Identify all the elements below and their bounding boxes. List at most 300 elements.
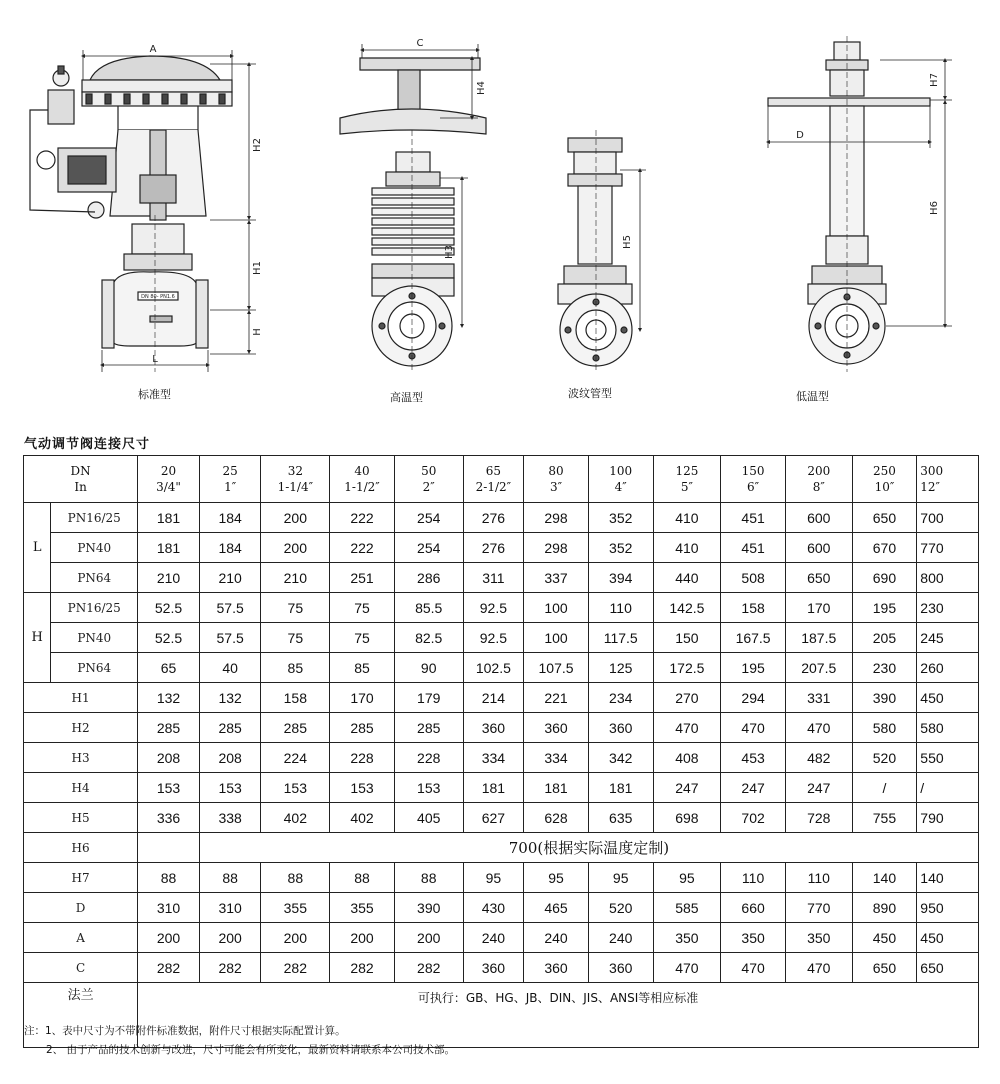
header-in: 8″ bbox=[812, 480, 825, 494]
value-cell: 222 bbox=[330, 533, 395, 563]
value-cell: 800 bbox=[917, 563, 979, 593]
value-cell: 286 bbox=[394, 563, 463, 593]
value-cell: 470 bbox=[721, 713, 786, 743]
value-cell: 132 bbox=[199, 683, 261, 713]
value-cell: 153 bbox=[330, 773, 395, 803]
value-cell: 600 bbox=[785, 503, 852, 533]
value-cell: 285 bbox=[394, 713, 463, 743]
row-label: C bbox=[24, 953, 138, 983]
value-cell: 440 bbox=[653, 563, 721, 593]
value-cell: 184 bbox=[199, 533, 261, 563]
value-cell: 470 bbox=[785, 713, 852, 743]
header-in: 2″ bbox=[422, 480, 435, 494]
value-cell: 228 bbox=[394, 743, 463, 773]
value-cell: 181 bbox=[138, 533, 200, 563]
header-col-0 bbox=[138, 456, 200, 503]
header-in: 6″ bbox=[747, 480, 760, 494]
value-cell: 88 bbox=[330, 863, 395, 893]
value-cell: 282 bbox=[199, 953, 261, 983]
value-cell: 207.5 bbox=[785, 653, 852, 683]
value-cell: 92.5 bbox=[463, 623, 524, 653]
value-cell: 508 bbox=[721, 563, 786, 593]
value-cell: 251 bbox=[330, 563, 395, 593]
value-cell: 360 bbox=[588, 953, 653, 983]
value-cell: 470 bbox=[653, 953, 721, 983]
header-dn: 32 bbox=[287, 464, 303, 478]
header-dn: 20 bbox=[160, 464, 177, 478]
dim-h4: H4 bbox=[476, 81, 487, 95]
row-label: H7 bbox=[24, 863, 138, 893]
note-1: 注：1、表中尺寸为不带附件标准数据，附件尺寸根据实际配置计算。 bbox=[24, 1025, 346, 1037]
value-cell: 254 bbox=[394, 533, 463, 563]
value-cell: 102.5 bbox=[463, 653, 524, 683]
value-cell: 85 bbox=[330, 653, 395, 683]
value-cell: 702 bbox=[721, 803, 786, 833]
value-cell: 75 bbox=[261, 593, 330, 623]
value-cell: 350 bbox=[721, 923, 786, 953]
value-cell: 172.5 bbox=[653, 653, 721, 683]
value-cell: 285 bbox=[199, 713, 261, 743]
value-cell: 450 bbox=[852, 923, 917, 953]
value-cell: 57.5 bbox=[199, 623, 261, 653]
value-cell: 394 bbox=[588, 563, 653, 593]
value-cell: 195 bbox=[721, 653, 786, 683]
value-cell: 228 bbox=[330, 743, 395, 773]
value-cell: 85 bbox=[261, 653, 330, 683]
value-cell: 360 bbox=[463, 953, 524, 983]
value-cell: 247 bbox=[785, 773, 852, 803]
value-cell: 360 bbox=[463, 713, 524, 743]
table-row bbox=[24, 653, 979, 683]
value-cell: 334 bbox=[524, 743, 589, 773]
caption-low-temp: 低温型 bbox=[796, 390, 829, 403]
header-col-10 bbox=[785, 456, 852, 503]
value-cell: 520 bbox=[588, 893, 653, 923]
group-label: L bbox=[24, 503, 51, 593]
value-cell: 580 bbox=[852, 713, 917, 743]
value-cell: 240 bbox=[588, 923, 653, 953]
value-cell: 282 bbox=[261, 953, 330, 983]
value-cell: 311 bbox=[463, 563, 524, 593]
value-cell: 650 bbox=[852, 953, 917, 983]
value-cell: 140 bbox=[852, 863, 917, 893]
high-temp-valve-drawing bbox=[340, 58, 486, 366]
dim-a: A bbox=[149, 44, 157, 55]
value-cell: 200 bbox=[261, 923, 330, 953]
table-row bbox=[24, 773, 979, 803]
value-cell: 100 bbox=[524, 623, 589, 653]
header-col-12 bbox=[917, 456, 979, 503]
value-cell: 700 bbox=[917, 503, 979, 533]
value-cell: 470 bbox=[721, 953, 786, 983]
value-cell: 95 bbox=[463, 863, 524, 893]
value-cell: 331 bbox=[785, 683, 852, 713]
value-cell: 728 bbox=[785, 803, 852, 833]
value-cell: 107.5 bbox=[524, 653, 589, 683]
header-dn: 125 bbox=[675, 464, 699, 478]
table-row bbox=[24, 923, 979, 953]
table-row bbox=[24, 593, 979, 623]
value-cell: 276 bbox=[463, 533, 524, 563]
value-cell: 110 bbox=[588, 593, 653, 623]
dim-h3: H3 bbox=[444, 245, 455, 259]
value-cell: 350 bbox=[785, 923, 852, 953]
header-dn: 65 bbox=[485, 464, 502, 478]
value-cell: 334 bbox=[463, 743, 524, 773]
row-label: H5 bbox=[24, 803, 138, 833]
value-cell: 453 bbox=[721, 743, 786, 773]
value-cell: 52.5 bbox=[138, 593, 200, 623]
header-in-label: In bbox=[74, 480, 87, 494]
value-cell: 580 bbox=[917, 713, 979, 743]
header-in: 3″ bbox=[549, 480, 563, 494]
notes bbox=[24, 1022, 455, 1060]
row-label: H4 bbox=[24, 773, 138, 803]
value-cell: 650 bbox=[917, 953, 979, 983]
header-dn: 80 bbox=[548, 464, 564, 478]
value-cell: 92.5 bbox=[463, 593, 524, 623]
value-cell: 184 bbox=[199, 503, 261, 533]
header-in: 2-1/2″ bbox=[475, 480, 512, 494]
value-cell: 282 bbox=[330, 953, 395, 983]
value-cell: 200 bbox=[199, 923, 261, 953]
value-cell: 221 bbox=[524, 683, 589, 713]
header-in: 3/4" bbox=[156, 480, 181, 494]
value-cell: 770 bbox=[917, 533, 979, 563]
value-cell: 650 bbox=[852, 503, 917, 533]
value-cell: 285 bbox=[330, 713, 395, 743]
row-label: PN64 bbox=[51, 653, 138, 683]
header-col-1 bbox=[199, 456, 261, 503]
value-cell: 52.5 bbox=[138, 623, 200, 653]
row-label: D bbox=[24, 893, 138, 923]
value-cell: 142.5 bbox=[653, 593, 721, 623]
value-cell: 100 bbox=[524, 593, 589, 623]
header-row bbox=[24, 456, 979, 503]
value-cell: 520 bbox=[852, 743, 917, 773]
value-cell: 208 bbox=[138, 743, 200, 773]
value-cell: 95 bbox=[588, 863, 653, 893]
value-cell: 247 bbox=[721, 773, 786, 803]
header-in: 12″ bbox=[920, 480, 941, 494]
table-row bbox=[24, 683, 979, 713]
header-dn: 40 bbox=[354, 464, 370, 478]
dimension-table bbox=[23, 455, 979, 1048]
value-cell: 770 bbox=[785, 893, 852, 923]
value-cell: 153 bbox=[138, 773, 200, 803]
value-cell: 360 bbox=[524, 713, 589, 743]
value-cell: 210 bbox=[199, 563, 261, 593]
value-cell: 628 bbox=[524, 803, 589, 833]
value-cell: 82.5 bbox=[394, 623, 463, 653]
value-cell: 181 bbox=[463, 773, 524, 803]
value-cell: 247 bbox=[653, 773, 721, 803]
value-cell: 450 bbox=[917, 923, 979, 953]
header-col-5 bbox=[463, 456, 524, 503]
dim-h2: H2 bbox=[252, 138, 263, 152]
table-row bbox=[24, 623, 979, 653]
header-dn: 200 bbox=[807, 464, 831, 478]
row-label: PN40 bbox=[51, 533, 138, 563]
value-cell: 360 bbox=[588, 713, 653, 743]
value-cell: 355 bbox=[261, 893, 330, 923]
header-col-6 bbox=[524, 456, 589, 503]
value-cell: 282 bbox=[138, 953, 200, 983]
value-cell: 187.5 bbox=[785, 623, 852, 653]
value-cell: 158 bbox=[721, 593, 786, 623]
table-row bbox=[24, 563, 979, 593]
value-cell: 181 bbox=[524, 773, 589, 803]
flange-label: 法兰 bbox=[24, 983, 138, 1048]
value-cell: 200 bbox=[394, 923, 463, 953]
value-cell: 240 bbox=[463, 923, 524, 953]
header-dn-label: DN bbox=[70, 464, 91, 478]
value-cell: 170 bbox=[785, 593, 852, 623]
value-cell: 650 bbox=[785, 563, 852, 593]
group-label: H bbox=[24, 593, 51, 683]
header-col-4 bbox=[394, 456, 463, 503]
note-2: 2、 由于产品的技术创新与改进，尺寸可能会有所变化，最新资料请联系本公司技术部。 bbox=[46, 1044, 456, 1056]
header-col-9 bbox=[721, 456, 786, 503]
value-cell: 276 bbox=[463, 503, 524, 533]
header-dn: 25 bbox=[222, 464, 238, 478]
value-cell: 298 bbox=[524, 533, 589, 563]
dim-c: C bbox=[416, 38, 424, 49]
dim-h7: H7 bbox=[929, 73, 940, 87]
table-row bbox=[24, 503, 979, 533]
value-cell: 310 bbox=[199, 893, 261, 923]
table-row bbox=[24, 743, 979, 773]
valve-drawings-svg bbox=[0, 0, 1000, 420]
header-in: 5″ bbox=[680, 480, 693, 494]
value-cell: / bbox=[852, 773, 917, 803]
value-cell: 482 bbox=[785, 743, 852, 773]
value-cell: 200 bbox=[330, 923, 395, 953]
value-cell: 210 bbox=[138, 563, 200, 593]
value-cell: 260 bbox=[917, 653, 979, 683]
header-col-7 bbox=[588, 456, 653, 503]
value-cell: / bbox=[917, 773, 979, 803]
value-cell: 890 bbox=[852, 893, 917, 923]
dim-h5: H5 bbox=[622, 235, 633, 249]
value-cell: 270 bbox=[653, 683, 721, 713]
value-cell: 195 bbox=[852, 593, 917, 623]
flange-standards: 可执行：GB、HG、JB、DIN、JIS、ANSI等相应标准 bbox=[138, 983, 979, 1048]
value-cell: 110 bbox=[721, 863, 786, 893]
value-cell: 181 bbox=[138, 503, 200, 533]
table-row bbox=[24, 713, 979, 743]
header-dn: 250 bbox=[872, 464, 896, 478]
value-cell: 550 bbox=[917, 743, 979, 773]
dim-l: L bbox=[152, 354, 158, 365]
row-label: PN16/25 bbox=[51, 503, 138, 533]
nameplate-text: DN 80- PN1.6 bbox=[141, 294, 175, 300]
header-in: 1″ bbox=[224, 480, 237, 494]
value-cell: 298 bbox=[524, 503, 589, 533]
value-cell: 222 bbox=[330, 503, 395, 533]
value-cell: 408 bbox=[653, 743, 721, 773]
header-col-8 bbox=[653, 456, 721, 503]
value-cell: 410 bbox=[653, 503, 721, 533]
value-cell: 167.5 bbox=[721, 623, 786, 653]
header-dn: 100 bbox=[609, 464, 633, 478]
value-cell: 150 bbox=[653, 623, 721, 653]
dim-h1: H1 bbox=[252, 261, 263, 275]
value-cell: 451 bbox=[721, 503, 786, 533]
table-title: 气动调节阀连接尺寸 bbox=[24, 437, 151, 452]
value-cell: 402 bbox=[330, 803, 395, 833]
value-cell: 338 bbox=[199, 803, 261, 833]
value-cell: 410 bbox=[653, 533, 721, 563]
value-cell: 755 bbox=[852, 803, 917, 833]
h6-empty-cell bbox=[138, 833, 200, 863]
value-cell: 200 bbox=[261, 503, 330, 533]
value-cell: 88 bbox=[199, 863, 261, 893]
header-dn: 50 bbox=[421, 464, 437, 478]
value-cell: 200 bbox=[138, 923, 200, 953]
value-cell: 88 bbox=[138, 863, 200, 893]
value-cell: 585 bbox=[653, 893, 721, 923]
value-cell: 153 bbox=[394, 773, 463, 803]
header-in: 4″ bbox=[614, 480, 627, 494]
row-label: H1 bbox=[24, 683, 138, 713]
header-in: 1-1/2″ bbox=[344, 480, 380, 494]
caption-bellows: 波纹管型 bbox=[568, 387, 612, 400]
value-cell: 210 bbox=[261, 563, 330, 593]
value-cell: 85.5 bbox=[394, 593, 463, 623]
header-in: 1-1/4″ bbox=[277, 480, 314, 494]
value-cell: 181 bbox=[588, 773, 653, 803]
value-cell: 950 bbox=[917, 893, 979, 923]
value-cell: 352 bbox=[588, 503, 653, 533]
value-cell: 310 bbox=[138, 893, 200, 923]
row-label: PN16/25 bbox=[51, 593, 138, 623]
value-cell: 125 bbox=[588, 653, 653, 683]
dim-d: D bbox=[796, 130, 804, 141]
value-cell: 360 bbox=[524, 953, 589, 983]
value-cell: 355 bbox=[330, 893, 395, 923]
header-label bbox=[24, 456, 138, 503]
value-cell: 294 bbox=[721, 683, 786, 713]
dim-h6: H6 bbox=[929, 201, 940, 215]
table-row bbox=[24, 953, 979, 983]
row-label: H2 bbox=[24, 713, 138, 743]
value-cell: 390 bbox=[394, 893, 463, 923]
value-cell: 234 bbox=[588, 683, 653, 713]
value-cell: 430 bbox=[463, 893, 524, 923]
value-cell: 170 bbox=[330, 683, 395, 713]
row-label: H6 bbox=[24, 833, 138, 863]
caption-high-temp: 高温型 bbox=[390, 391, 423, 404]
header-dn: 300 bbox=[920, 464, 944, 478]
value-cell: 451 bbox=[721, 533, 786, 563]
row-label: H3 bbox=[24, 743, 138, 773]
value-cell: 205 bbox=[852, 623, 917, 653]
value-cell: 224 bbox=[261, 743, 330, 773]
value-cell: 465 bbox=[524, 893, 589, 923]
value-cell: 285 bbox=[138, 713, 200, 743]
value-cell: 230 bbox=[852, 653, 917, 683]
header-col-2 bbox=[261, 456, 330, 503]
standard-valve-drawing bbox=[30, 56, 232, 348]
value-cell: 285 bbox=[261, 713, 330, 743]
value-cell: 158 bbox=[261, 683, 330, 713]
low-temp-valve-drawing bbox=[768, 42, 930, 364]
value-cell: 75 bbox=[330, 623, 395, 653]
value-cell: 342 bbox=[588, 743, 653, 773]
header-col-3 bbox=[330, 456, 395, 503]
value-cell: 600 bbox=[785, 533, 852, 563]
value-cell: 40 bbox=[199, 653, 261, 683]
value-cell: 57.5 bbox=[199, 593, 261, 623]
value-cell: 95 bbox=[524, 863, 589, 893]
value-cell: 200 bbox=[261, 533, 330, 563]
value-cell: 405 bbox=[394, 803, 463, 833]
value-cell: 95 bbox=[653, 863, 721, 893]
value-cell: 450 bbox=[917, 683, 979, 713]
row-label: A bbox=[24, 923, 138, 953]
value-cell: 214 bbox=[463, 683, 524, 713]
value-cell: 65 bbox=[138, 653, 200, 683]
value-cell: 254 bbox=[394, 503, 463, 533]
value-cell: 470 bbox=[785, 953, 852, 983]
table-row-h6 bbox=[24, 833, 979, 863]
value-cell: 245 bbox=[917, 623, 979, 653]
value-cell: 208 bbox=[199, 743, 261, 773]
value-cell: 635 bbox=[588, 803, 653, 833]
caption-standard: 标准型 bbox=[138, 388, 171, 401]
value-cell: 117.5 bbox=[588, 623, 653, 653]
value-cell: 660 bbox=[721, 893, 786, 923]
value-cell: 88 bbox=[261, 863, 330, 893]
value-cell: 698 bbox=[653, 803, 721, 833]
value-cell: 670 bbox=[852, 533, 917, 563]
header-dn: 150 bbox=[741, 464, 765, 478]
bellows-valve-drawing bbox=[558, 138, 632, 366]
value-cell: 390 bbox=[852, 683, 917, 713]
value-cell: 179 bbox=[394, 683, 463, 713]
value-cell: 282 bbox=[394, 953, 463, 983]
table-row bbox=[24, 803, 979, 833]
value-cell: 75 bbox=[330, 593, 395, 623]
table-row bbox=[24, 863, 979, 893]
h6-value: 700(根据实际温度定制) bbox=[199, 833, 978, 863]
value-cell: 75 bbox=[261, 623, 330, 653]
value-cell: 110 bbox=[785, 863, 852, 893]
value-cell: 350 bbox=[653, 923, 721, 953]
value-cell: 230 bbox=[917, 593, 979, 623]
value-cell: 88 bbox=[394, 863, 463, 893]
header-col-11 bbox=[852, 456, 917, 503]
value-cell: 140 bbox=[917, 863, 979, 893]
value-cell: 240 bbox=[524, 923, 589, 953]
dim-h: H bbox=[252, 328, 263, 336]
value-cell: 352 bbox=[588, 533, 653, 563]
value-cell: 90 bbox=[394, 653, 463, 683]
value-cell: 153 bbox=[199, 773, 261, 803]
value-cell: 402 bbox=[261, 803, 330, 833]
row-label: PN40 bbox=[51, 623, 138, 653]
row-label: PN64 bbox=[51, 563, 138, 593]
value-cell: 790 bbox=[917, 803, 979, 833]
header-in: 10″ bbox=[874, 480, 895, 494]
value-cell: 690 bbox=[852, 563, 917, 593]
value-cell: 336 bbox=[138, 803, 200, 833]
value-cell: 337 bbox=[524, 563, 589, 593]
value-cell: 470 bbox=[653, 713, 721, 743]
value-cell: 153 bbox=[261, 773, 330, 803]
table-row bbox=[24, 533, 979, 563]
